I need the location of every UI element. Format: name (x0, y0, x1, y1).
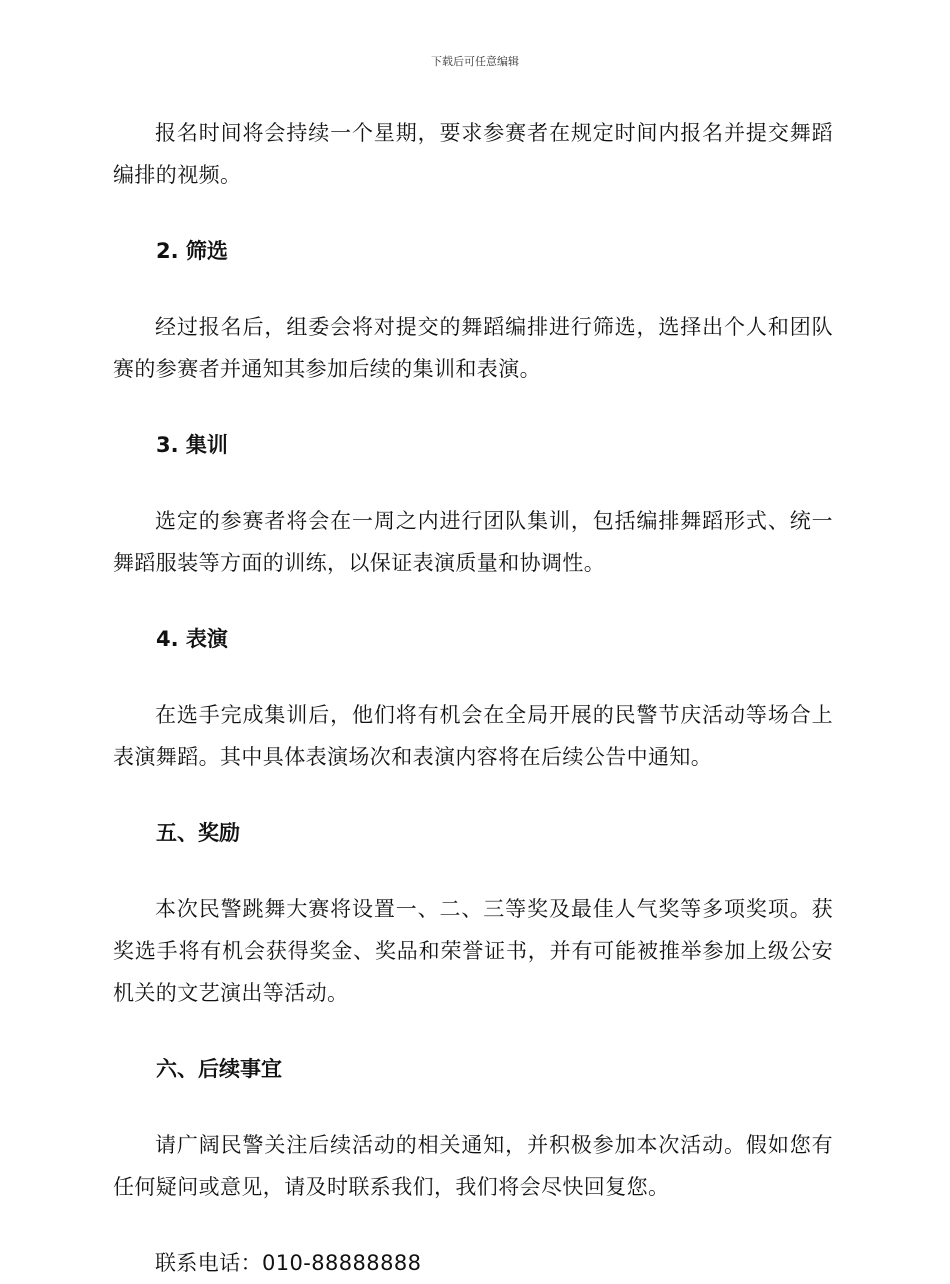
paragraph-screening: 经过报名后，组委会将对提交的舞蹈编排进行筛选，选择出个人和团队赛的参赛者并通知其参加后续的集训和表演。 (113, 315, 833, 381)
heading-awards: 五、奖励 (156, 821, 240, 845)
paragraph-awards: 本次民警跳舞大赛将设置一、二、三等奖及最佳人气奖等多项奖项。获奖选手将有机会获得奖金、奖品和荣誉证书，并有可能被推举参加上级公安机关的文艺演出等活动。 (113, 897, 833, 1005)
heading-followup: 六、后续事宜 (156, 1057, 282, 1081)
page-header-note: 下载后可任意编辑 (431, 55, 519, 68)
heading-screening: 2. 筛选 (156, 239, 228, 263)
paragraph-performance: 在选手完成集训后，他们将有机会在全局开展的民警节庆活动等场合上表演舞蹈。其中具体表演场次和表演内容将在后续公告中通知。 (113, 703, 833, 769)
paragraph-registration: 报名时间将会持续一个星期，要求参赛者在规定时间内报名并提交舞蹈编排的视频。 (113, 121, 833, 187)
paragraph-training: 选定的参赛者将会在一周之内进行团队集训，包括编排舞蹈形式、统一舞蹈服装等方面的训练，以保证表演质量和协调性。 (113, 509, 833, 575)
document-body (113, 112, 833, 1284)
paragraph-followup: 请广阔民警关注后续活动的相关通知，并积极参加本次活动。假如您有任何疑问或意见，请及时联系我们，我们将会尽快回复您。 (113, 1133, 833, 1199)
heading-training: 3. 集训 (156, 433, 228, 457)
heading-performance: 4. 表演 (156, 627, 228, 651)
paragraph-contact-phone: 联系电话：010-88888888 (155, 1251, 422, 1275)
